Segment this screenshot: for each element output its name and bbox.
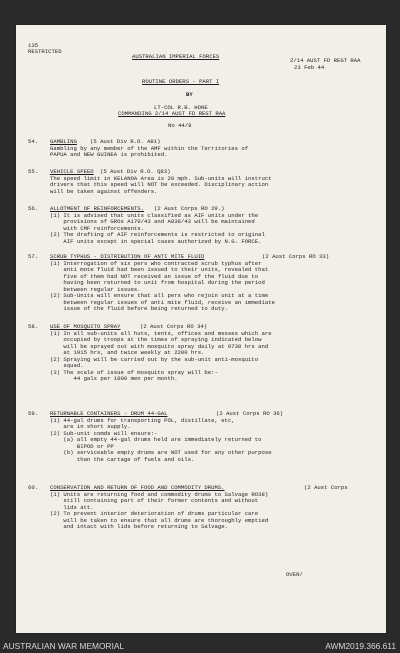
item-ref: (2 Aust Corps RO 29.) <box>154 205 225 212</box>
item-line: Gambling by any member of the AMF within the Territories of <box>50 144 249 152</box>
commanding-line: COMMANDING 2/14 AUST FD REGT RAA <box>118 110 226 117</box>
unit-ref: 2/14 AUST FD REGT RAA <box>290 57 361 64</box>
archive-footer <box>0 640 400 653</box>
item-line: are in short supply. <box>50 423 131 430</box>
item-number: 55. <box>28 168 39 175</box>
item-line: with CMF reinforcements. <box>50 224 144 232</box>
item-line: The speed limit in KELANOA Area is 20 mph. Sub-units will instruct <box>50 174 272 182</box>
item-line: will be taken to ensure that all drums are thoroughly emptied <box>50 516 269 524</box>
copy-number: 135 <box>28 42 39 49</box>
item-heading: GAMBLING <box>50 138 77 145</box>
item-line: will be sprayed out with mosquito spray daily at 0730 hrs and <box>50 342 269 350</box>
order-date: 23 Feb 44 <box>294 64 325 71</box>
item-line: (2) The drafting of AIF reinforcements is restricted to original <box>50 231 265 238</box>
item-heading: ALLOTMENT OF REINFORCEMENTS. <box>50 205 144 212</box>
item-line: PAPUA and NEW GUINEA is prohibited. <box>50 151 168 158</box>
item-ref: (2 Aust Corps RO 36) <box>216 410 284 417</box>
footer-institution: AUSTRALIAN WAR MEMORIAL <box>3 641 125 651</box>
item-line: drivers that this speed will NOT be exceeded. Disciplinary action <box>50 181 269 188</box>
item-heading: USE OF MOSQUITO SPRAY <box>50 323 121 330</box>
item-line: lids att. <box>50 503 94 511</box>
item-line: (2) Spraying will be carried out by the sub-unit anti-mosquito <box>50 355 259 363</box>
item-line: and intact with lids before returning to Salvage. <box>50 523 228 530</box>
item-line: provisions of GROs A170/43 and A838/43 will be maintained <box>50 218 255 225</box>
item-ref: (2 Aust Corps RO 33) <box>262 253 330 260</box>
item-line: still containing part of their former contents and without <box>50 497 259 504</box>
item-line: (1) 44-gal drums for transporting POL, distillate, etc, <box>50 416 235 424</box>
item-number: 58. <box>28 323 39 330</box>
item-line: (1) Interrogation of six pers who contracted scrub typhus after <box>50 259 262 267</box>
item-line: (1) In all sub-units all huts, tents, offices and messes which are <box>50 329 272 337</box>
item-line: (2) Sub-Units will ensure that all pers who rejoin unit at a time <box>50 292 269 299</box>
item-heading: VEHICLE SPEED <box>50 168 94 175</box>
item-number: 59. <box>28 410 39 417</box>
officer-name: LT-COL R.B. HONE <box>154 104 208 111</box>
item-line: between regular issues. <box>50 285 141 293</box>
item-line: (1) It is advised that units classified as AIF units under the <box>50 211 259 219</box>
force-title: AUSTRALIAN IMPERIAL FORCES <box>132 53 220 60</box>
by-label: BY <box>186 91 193 98</box>
item-line: than the cartage of fuels and oils. <box>50 455 195 463</box>
item-ref: (5 Aust Div R.O. A81) <box>90 138 161 145</box>
item-line: will be taken against offenders. <box>50 187 158 195</box>
item-line: (a) all empty 44-gal drums held are immediately returned to <box>50 436 262 443</box>
item-line: at 1915 hrs, and twice weekly at 2200 hrs. <box>50 349 205 356</box>
doc-type: ROUTINE ORDERS - PART I <box>142 78 220 85</box>
item-line: (2) Sub-unit comds will ensure:- <box>50 429 158 437</box>
document-page <box>16 25 386 633</box>
item-line: (2) To prevent interior deterioration of drums particular care <box>50 510 259 517</box>
item-number: 60. <box>28 484 39 491</box>
item-line: (b) serviceable empty drums are NOT used for any other purpose <box>50 449 272 456</box>
item-ref: (2 Aust Corps RO 34) <box>140 323 208 330</box>
item-heading: SCRUB TYPHUS - DISTRIBUTION OF ANTI MITE FLUID <box>50 253 205 260</box>
item-line: five of them had NOT received an issue of the fluid due to <box>50 272 259 280</box>
item-line: AIF units except in special cases authorized by N.G. FORCE. <box>50 237 262 245</box>
classification: RESTRICTED <box>28 48 62 55</box>
item-ref: (5 Aust Div R.O. Q83) <box>100 168 171 175</box>
item-line: BIPOD or PP <box>50 442 114 450</box>
item-line: having been returned to unit from hospital during the period <box>50 279 265 286</box>
footer-accession-number: AWM2019.366.611 <box>325 641 396 651</box>
item-number: 54. <box>28 138 39 145</box>
item-line: 44 gals per 1000 men per month. <box>50 375 178 382</box>
item-line: anti mote fluid had been issued to their units, revealed that <box>50 266 269 273</box>
item-line: (1) Units are returning food and commodity drums to Salvage RO38) <box>50 490 269 498</box>
item-number: 57. <box>28 253 39 260</box>
item-line: occupied by troops at the times of spraying indicated below <box>50 336 262 343</box>
item-line: squad. <box>50 362 84 369</box>
item-heading: RETURNABLE CONTAINERS - DRUM 44-GAL <box>50 410 168 417</box>
item-ref: (2 Aust Corps <box>304 484 348 491</box>
item-line: (3) The scale of issue of mosquito spray will be:- <box>50 368 218 376</box>
item-number: 56. <box>28 205 39 212</box>
item-line: issue of the fluid before being returned to duty. <box>50 305 228 312</box>
item-heading: CONSERVATION AND RETURN OF FOOD AND COMMODITY DRUMS. <box>50 484 225 491</box>
order-number: No 44/8 <box>168 122 192 129</box>
over-marker: OVER/ <box>286 571 303 578</box>
item-line: between regular issues of anti mite fluid, receive an immediate <box>50 298 275 306</box>
